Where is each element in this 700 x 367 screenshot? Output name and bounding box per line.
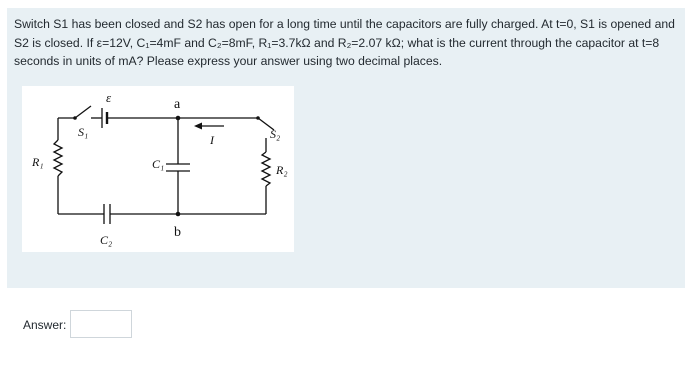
switch-s2-pivot: [256, 116, 260, 120]
node-b-dot: [176, 212, 181, 217]
switch-s1-blade: [75, 106, 91, 118]
node-a-dot: [176, 116, 181, 121]
r1-resistor: [54, 140, 62, 176]
r2-resistor: [262, 152, 270, 186]
r2-label: R₂: [276, 163, 288, 177]
answer-label: Answer:: [23, 318, 67, 332]
switch-s1-pivot: [73, 116, 77, 120]
current-arrow-head: [194, 123, 202, 130]
answer-input[interactable]: [70, 310, 132, 338]
question-paragraph: Switch S1 has been closed and S2 has open for a long time until the capacitors are fully charged. At t=0, S1 is opened and S2 is closed. If ε=12V, C₁=4mF and C₂=8mF, R₁=3.7kΩ and R₂=2.07 kΩ; what is the current through the capacitor at t=8 seconds in units of mA? Please express your answer using two decimal places.: [14, 17, 675, 68]
s1-label: S₁: [78, 125, 89, 139]
r1-label: R₁: [32, 155, 44, 169]
question-text: [14, 15, 682, 71]
c2-label: C₂: [100, 233, 113, 247]
s2-label: S₂: [270, 127, 281, 141]
current-label: I: [210, 133, 214, 147]
circuit-diagram: [22, 86, 294, 252]
node-b-label: b: [174, 225, 181, 240]
emf-label: ε: [106, 90, 112, 105]
circuit-svg: [22, 86, 294, 252]
node-a-label: a: [174, 97, 181, 112]
c1-label: C₁: [152, 157, 165, 171]
